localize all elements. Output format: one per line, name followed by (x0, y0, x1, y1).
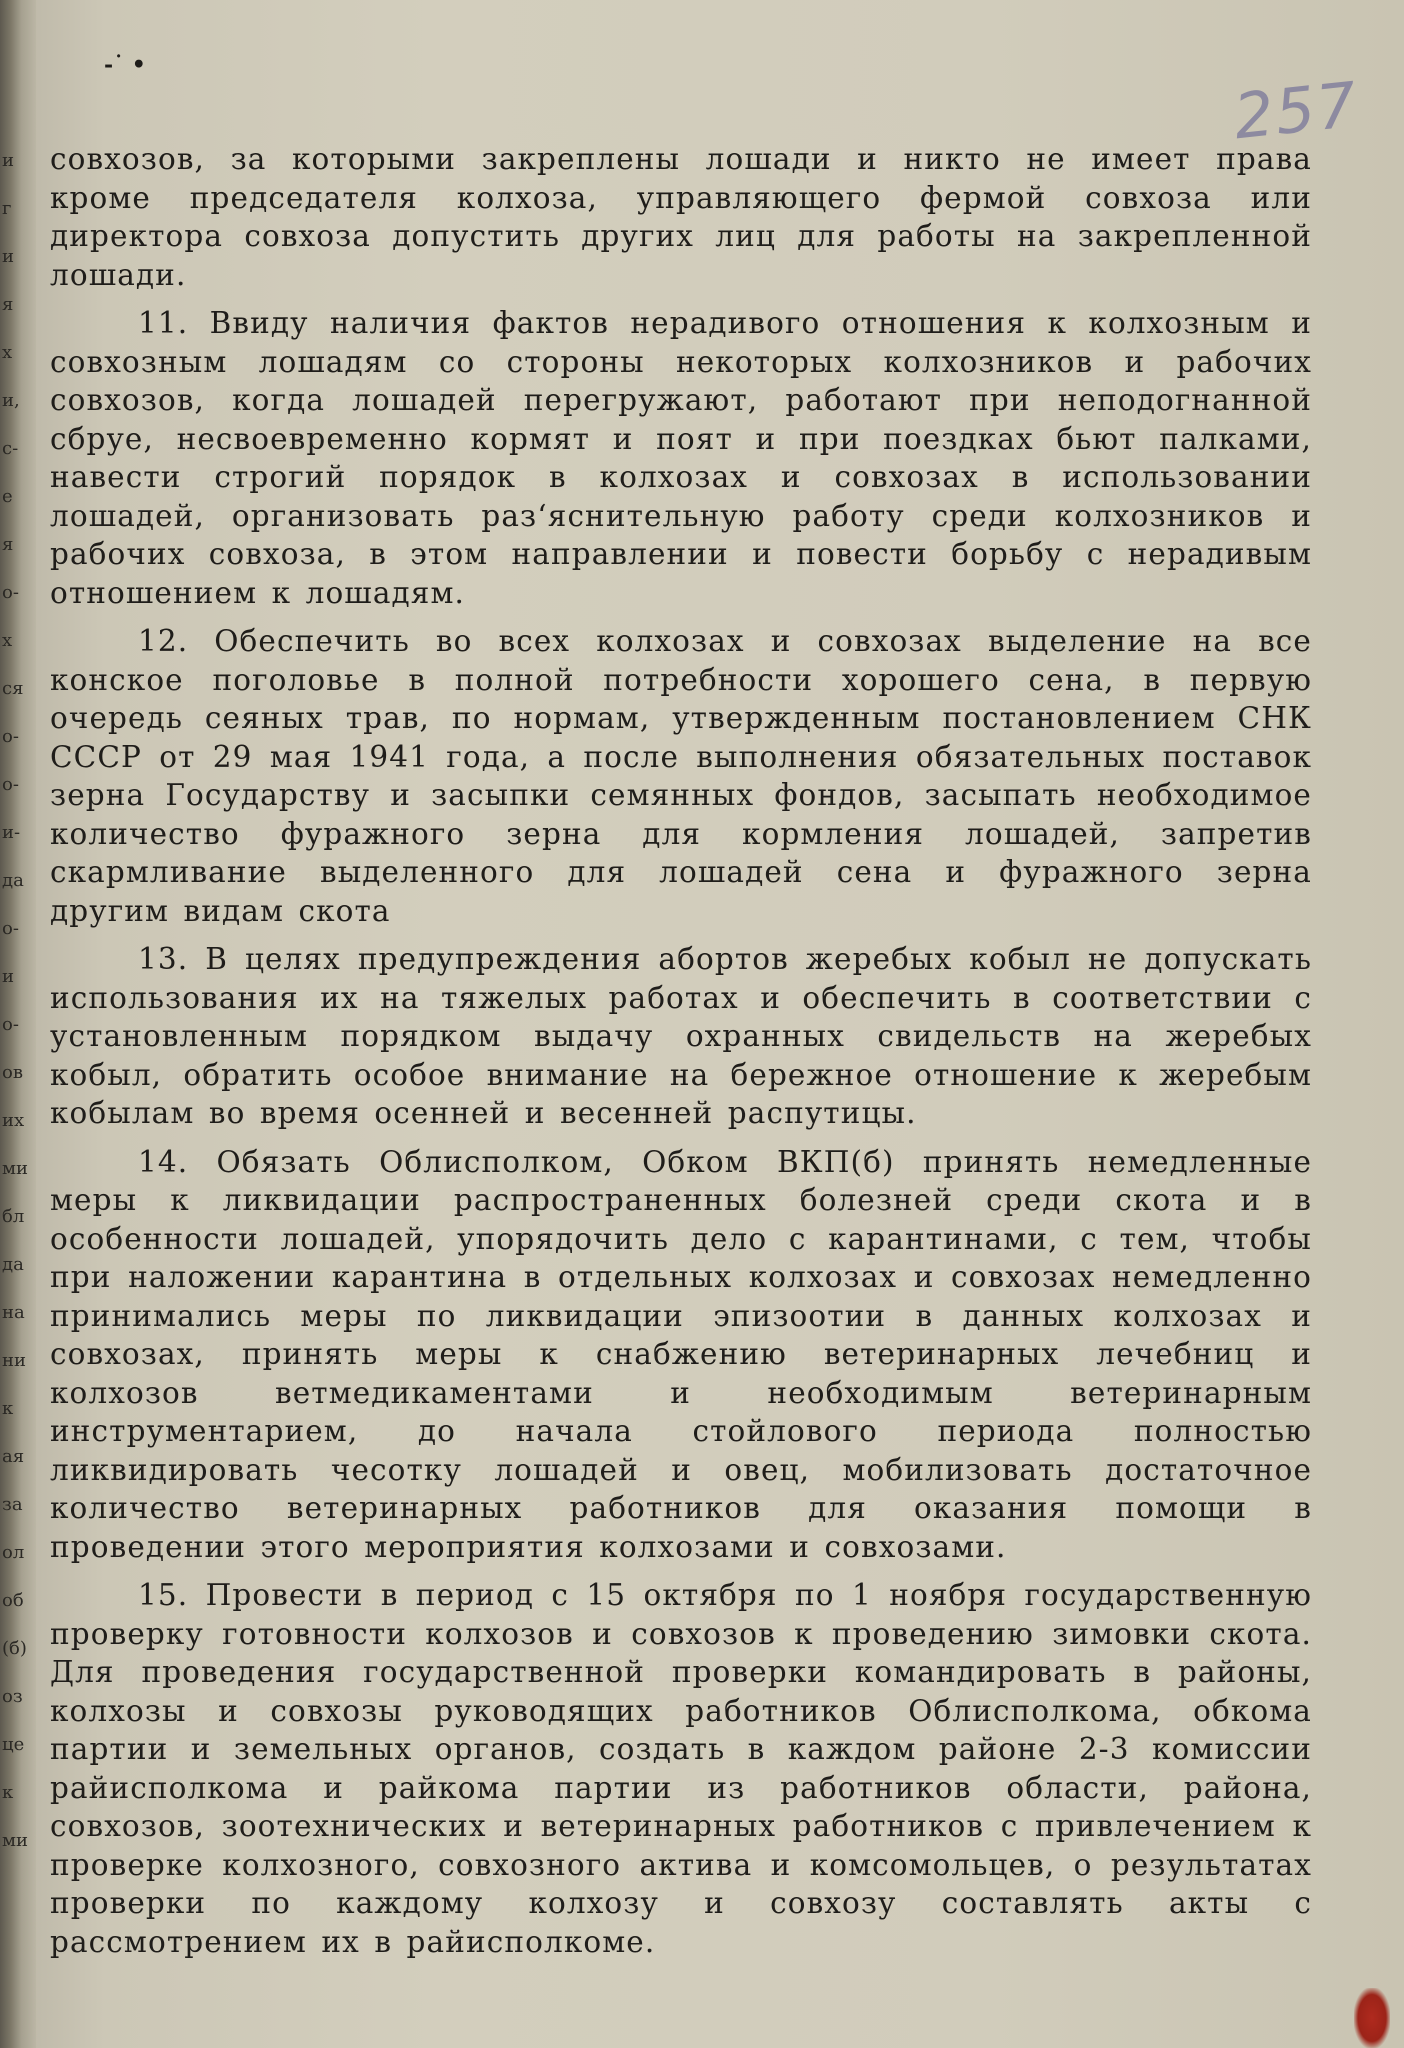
previous-page-fragment: и- (2, 822, 21, 843)
previous-page-fragment: х (2, 342, 13, 363)
previous-page-fragment: о- (2, 918, 19, 939)
previous-page-fragment: я (2, 294, 14, 315)
previous-page-fragment: я (2, 534, 14, 555)
document-page (22, 0, 1404, 2048)
previous-page-fragment: о- (2, 582, 19, 603)
previous-page-fragment: ая (2, 1446, 25, 1467)
previous-page-fragment: к (2, 1782, 14, 1803)
previous-page-fragment: да (2, 1254, 24, 1275)
previous-page-fragment: о- (2, 774, 19, 795)
paragraph-11: 11. Ввиду наличия фактов нерадивого отношения к колхозным и совхозным лошадям со стороны некоторых колхозников и рабочих совхозов, когда лошадей перегружают, работают при неподогнанной сбруе, несвоевременно кормят и поят и при поездках бьют палками, навести строгий порядок в колхозах и совхозах в использовании лошадей, организовать раз‘яснительную работу среди колхозников и рабочих совхоза, в этом направлении и повести борьбу с нерадивым отношением к лошадям. (50, 306, 1312, 610)
previous-page-fragment: их (2, 1110, 25, 1131)
paragraph-14: 14. Обязать Облисполком, Обком ВКП(б) принять немедленные меры к ликвидации распространенных болезней среди скота и в особенности лошадей, упорядочить дело с карантинами, с тем, чтобы при наложении карантина в отдельных колхозах и совхозах немедленно принимались меры по ликвидации эпизоотии в данных колхозах и совхозах, принять меры к снабжению ветеринарных лечебниц и колхозов ветмедикаментами и необходимым ветеринарным инструментарием, до начала стойлового периода полностью ликвидировать чесотку лошадей и овец, мобилизовать достаточное количество ветеринарных работников для оказания помощи в проведении этого мероприятия колхозами и совхозами. (50, 1144, 1312, 1564)
previous-page-fragment: г (2, 198, 12, 219)
previous-page-fragment: с- (2, 438, 19, 459)
archive-page-number: 257 (1230, 67, 1362, 154)
previous-page-fragment: оз (2, 1686, 23, 1707)
previous-page-fragment: об (2, 1590, 24, 1611)
previous-page-fragment: ся (2, 678, 24, 699)
top-mark: -˙ • (104, 52, 146, 78)
previous-page-fragment: бл (2, 1206, 25, 1227)
previous-page-fragment: ол (2, 1542, 25, 1563)
previous-page-fragment: ми (2, 1830, 28, 1851)
paragraph-continuation: совхозов, за которыми закреплены лошади и никто не имеет права кроме председателя колхоза, управляющего фермой совхоза или директора совхоза допустить других лиц для работы на закрепленной лошади. (50, 142, 1312, 292)
previous-page-fragment: и (2, 150, 14, 171)
document-body (50, 140, 1312, 1971)
previous-page-fragment: (б) (2, 1638, 27, 1659)
previous-page-fragment: е (2, 486, 13, 507)
previous-page-fragment: ов (2, 1062, 23, 1083)
previous-page-fragment: ни (2, 1350, 26, 1371)
paragraph-12: 12. Обеспечить во всех колхозах и совхозах выделение на все конское поголовье в полной потребности хорошего сена, в первую очередь сеяных трав, по нормам, утвержденным постановлением СНК СССР от 29 мая 1941 года, а после выполнения обязательных поставок зерна Государству и засыпки семянных фондов, засыпать необходимое количество фуражного зерна для кормления лошадей, запретив скармливание выделенного для лошадей сена и фуражного зерна другим видам скота (50, 624, 1312, 928)
previous-page-fragment: да (2, 870, 24, 891)
previous-page-fragment: за (2, 1494, 23, 1515)
previous-page-fragment: це (2, 1734, 25, 1755)
previous-page-fragment: и (2, 966, 14, 987)
previous-page-fragment: ми (2, 1158, 28, 1179)
red-stain (1354, 1988, 1390, 2048)
previous-page-fragment: и, (2, 390, 20, 411)
previous-page-edge (0, 0, 36, 2048)
paragraph-15: 15. Провести в период с 15 октября по 1 ноября государственную проверку готовности колхозов и совхозов к проведению зимовки скота. Для проведения государственной проверки командировать в районы, колхозы и совхозы руководящих работников Облисполкома, обкома партии и земельных органов, создать в каждом районе 2-3 комиссии райисполкома и райкома партии из работников области, района, совхозов, зоотехнических и ветеринарных работников с привлечением к проверке колхозного, совхозного актива и комсомольцев, о результатах проверки по каждому колхозу и совхозу составлять акты с рассмотрением их в райисполкоме. (50, 1578, 1312, 1959)
paragraph-13: 13. В целях предупреждения абортов жеребых кобыл не допускать использования их на тяжелых работах и обеспечить в соответствии с установленным порядком выдачу охранных свидельств на жеребых кобыл, обратить особое внимание на бережное отношение к жеребым кобылам во время осенней и весенней распутицы. (50, 942, 1312, 1130)
previous-page-fragment: на (2, 1302, 25, 1323)
previous-page-fragment: о- (2, 1014, 19, 1035)
previous-page-fragment: о- (2, 726, 19, 747)
previous-page-fragment: к (2, 1398, 14, 1419)
previous-page-fragment: х (2, 630, 13, 651)
previous-page-fragment: и (2, 246, 14, 267)
